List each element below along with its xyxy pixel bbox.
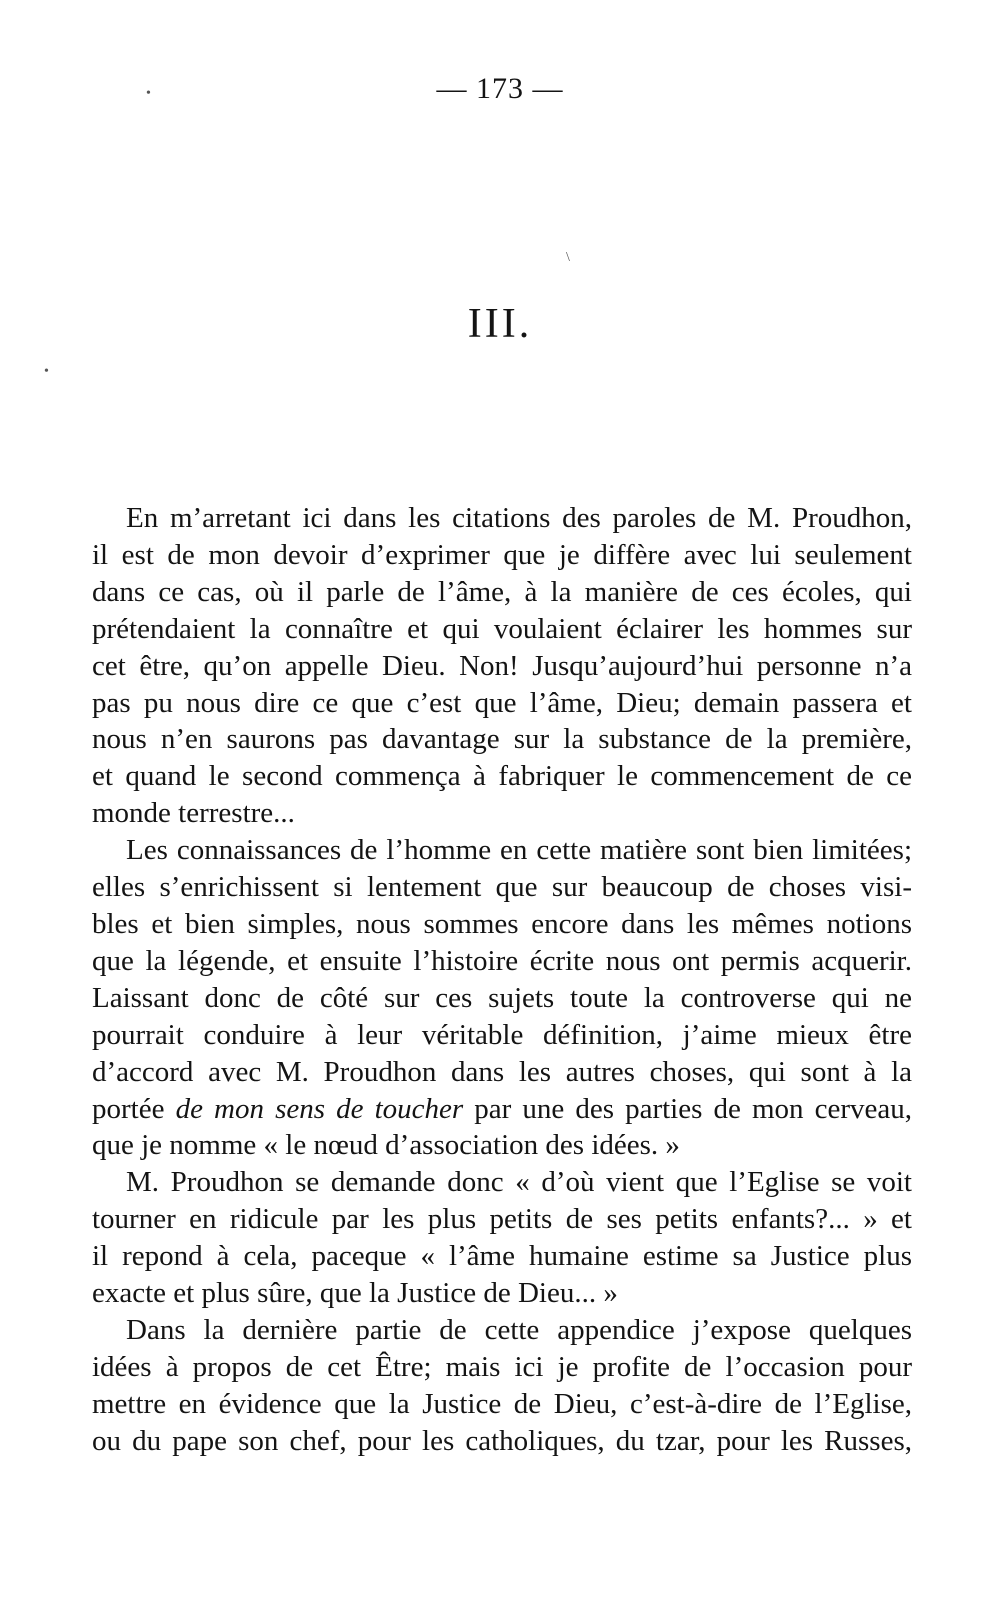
text-line: Dans la dernière partie de cette appendice j’expose quelques — [126, 1313, 912, 1346]
text-line: tourner en ridicule par les plus petits de ses petits enfants?... » et — [92, 1203, 912, 1236]
text-line: Laissant donc de côté sur ces sujets toute la controverse qui ne — [92, 981, 912, 1014]
text-line: nous n’en saurons pas davantage sur la substance de la première, — [92, 723, 912, 756]
text-segment: portée — [92, 1092, 176, 1125]
text-line: M. Proudhon se demande donc « d’où vient que l’Eglise se voit — [126, 1166, 912, 1199]
page-number: — 173 — — [436, 72, 564, 105]
text-line: ou du pape son chef, pour les catholiques, du tzar, pour les Russes, — [92, 1424, 912, 1457]
text-line: idées à propos de cet Être; mais ici je profite de l’occasion pour — [92, 1350, 912, 1383]
text-line: cet être, qu’on appelle Dieu. Non! Jusqu’aujourd’hui personne n’a — [92, 649, 912, 682]
text-line: En m’arretant ici dans les citations des paroles de M. Proudhon, — [126, 502, 912, 534]
text-line: que je nomme « le nœud d’association des idées. » — [92, 1129, 680, 1162]
text-line: exacte et plus sûre, que la Justice de Dieu... » — [92, 1277, 618, 1310]
text-segment: par une des parties de mon cerveau, — [463, 1092, 912, 1125]
text-line — [92, 1091, 912, 1128]
text-line: il est de mon devoir d’exprimer que je diffère avec lui seulement — [92, 538, 912, 571]
text-line: elles s’enrichissent si lentement que sur beaucoup de choses visi- — [92, 871, 912, 904]
text-line: prétendaient la connaître et qui voulaient éclairer les hommes sur — [92, 612, 912, 645]
print-speck: \ — [566, 250, 570, 265]
section-heading: III. — [467, 301, 533, 347]
text-line: pas pu nous dire ce que c’est que l’âme, Dieu; demain passera et — [92, 686, 912, 719]
body-text — [92, 500, 912, 1460]
print-speck: • — [146, 86, 151, 101]
italic-phrase: de mon sens de toucher — [175, 1092, 464, 1125]
text-line: mettre en évidence que la Justice de Dieu, c’est-à-dire de l’Eglise, — [92, 1387, 912, 1420]
paragraph — [92, 1312, 912, 1460]
text-line: que la légende, et ensuite l’histoire écrite nous ont permis acquerir. — [92, 944, 912, 977]
text-line: et quand le second commença à fabriquer le commencement de ce — [92, 760, 912, 793]
text-line: bles et bien simples, nous sommes encore dans les mêmes notions — [92, 907, 912, 940]
paragraph — [92, 832, 912, 1164]
text-line: dans ce cas, où il parle de l’âme, à la manière de ces écoles, qui — [92, 575, 912, 608]
text-line: pourrait conduire à leur véritable définition, j’aime mieux être — [92, 1018, 912, 1051]
paragraph — [92, 500, 912, 832]
print-speck: • — [44, 364, 49, 379]
text-line: Les connaissances de l’homme en cette matière sont bien limitées; — [126, 834, 912, 867]
text-line: monde terrestre... — [92, 797, 295, 830]
text-line: il repond à cela, paceque « l’âme humaine estime sa Justice plus — [92, 1240, 912, 1273]
paragraph — [92, 1164, 912, 1312]
text-line: d’accord avec M. Proudhon dans les autres choses, qui sont à la — [92, 1055, 912, 1088]
